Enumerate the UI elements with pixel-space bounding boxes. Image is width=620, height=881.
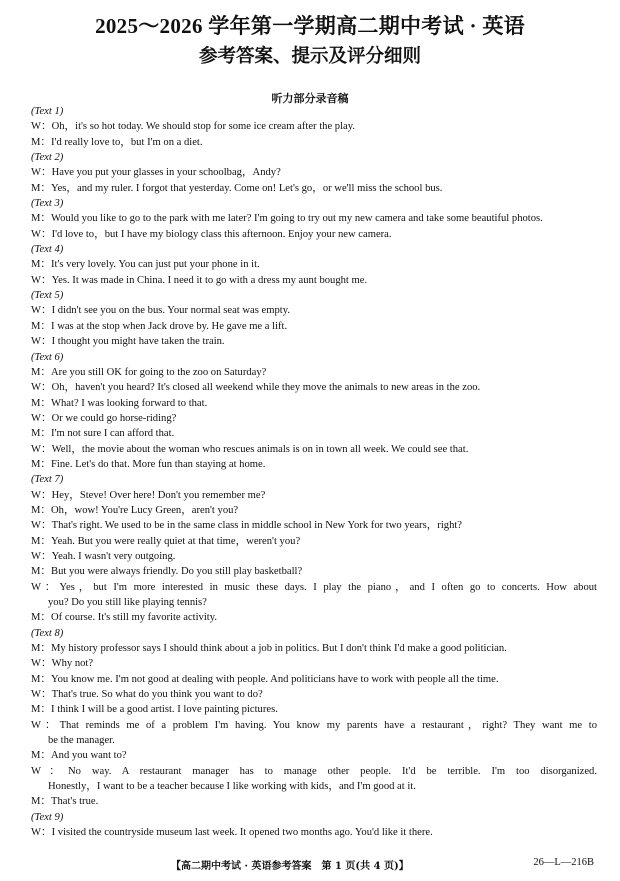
text-label: (Text 7) xyxy=(31,474,64,486)
dialogue-line: M：Are you still OK for going to the zoo on Saturday? xyxy=(31,366,267,378)
dialogue-line: M：But you were always friendly. Do you still play basketball? xyxy=(31,566,303,578)
dialogue-line: M：That's true. xyxy=(31,796,99,808)
dialogue-line: W：Oh，haven't you heard? It's closed all weekend while they move the animals to new areas in the zoo. xyxy=(31,382,481,394)
dialogue-line: M：I was at the stop when Jack drove by. He gave me a lift. xyxy=(31,320,288,332)
dialogue-line: M：Fine. Let's do that. More fun than staying at home. xyxy=(31,458,266,470)
dialogue-line: W：I didn't see you on the bus. Your normal seat was empty. xyxy=(31,305,290,317)
dialogue-line: W：Or we could go horse-riding? xyxy=(31,412,177,424)
dialogue-line: W：I visited the countryside museum last week. It opened two months ago. You'd like it there. xyxy=(31,827,433,839)
text-label: (Text 2) xyxy=(31,152,64,164)
dialogue-line: W：That's true. So what do you think you want to do? xyxy=(31,689,263,701)
dialogue-line: M：I'm not sure I can afford that. xyxy=(31,428,175,440)
footer-code: 26—L—216B xyxy=(533,857,594,868)
dialogue-line-continuation: you? Do you still like playing tennis? xyxy=(48,597,207,608)
text-label: (Text 5) xyxy=(31,290,64,302)
dialogue-line: M：Yeah. But you were really quiet at that time，weren't you? xyxy=(31,535,301,547)
dialogue-line: M：I'd really love to，but I'm on a diet. xyxy=(31,136,203,148)
text-label: (Text 3) xyxy=(31,198,64,210)
document-title: 2025～2026 学年第一学期高二期中考试 · 英语 xyxy=(95,14,525,38)
dialogue-line: W：Yes. It was made in China. I need it to go with a dress my aunt bought me. xyxy=(31,274,368,286)
dialogue-line: W：I'd love to，but I have my biology class this afternoon. Enjoy your new camera. xyxy=(31,228,392,240)
dialogue-line: M：Yes，and my ruler. I forgot that yesterday. Come on! Let's go，or we'll miss the school bus. xyxy=(31,182,443,194)
dialogue-line: W：That's right. We used to be in the same class in middle school in New York for two years，right? xyxy=(31,520,463,532)
section-heading: 听力部分录音稿 xyxy=(271,92,349,105)
dialogue-line: W：Have you put your glasses in your schoolbag，Andy? xyxy=(31,167,281,179)
document-subtitle: 参考答案、提示及评分细则 xyxy=(198,47,421,67)
dialogue-line: M：Oh，wow! You're Lucy Green，aren't you? xyxy=(31,504,239,516)
dialogue-line-continuation: Honestly，I want to be a teacher because I like working with kids，and I'm good at it. xyxy=(48,781,416,793)
text-label: (Text 1) xyxy=(31,106,64,117)
dialogue-line: M：You know me. I'm not good at dealing with people. And politicians have to work with people all the time. xyxy=(31,673,499,685)
text-label: (Text 4) xyxy=(31,244,64,256)
dialogue-line: W：Oh，it's so hot today. We should stop for some ice cream after the play. xyxy=(31,121,355,133)
footer-page-info: 【高二期中考试 · 英语参考答案 第 1 页(共 4 页)】 xyxy=(171,861,409,872)
dialogue-line: W：I thought you might have taken the train. xyxy=(31,336,225,348)
dialogue-line: W：Well，the movie about the woman who rescues animals is on in town all week. We could see that. xyxy=(31,443,469,455)
dialogue-line: M：It's very lovely. You can just put your phone in it. xyxy=(31,259,260,271)
text-label: (Text 9) xyxy=(31,811,64,823)
dialogue-line: M：Would you like to go to the park with me later? I'm going to try out my new camera and take some beautiful photos. xyxy=(31,213,543,225)
dialogue-line: W：Yeah. I wasn't very outgoing. xyxy=(31,550,176,562)
dialogue-line: M：My history professor says I should think about a job in politics. But I don't think I'd make a good politician. xyxy=(31,643,507,655)
text-label: (Text 8) xyxy=(31,627,64,639)
dialogue-line: W：Why not? xyxy=(31,658,94,670)
transcript-body xyxy=(31,104,597,841)
dialogue-line: W：That reminds me of a problem I'm having. You know my parents have a restaurant，right? They want me to xyxy=(31,719,597,731)
text-label: (Text 6) xyxy=(31,351,64,363)
dialogue-line: M：And you want to? xyxy=(31,750,127,762)
dialogue-line: M：I think I will be a good artist. I love painting pictures. xyxy=(31,704,278,716)
dialogue-line: W：No way. A restaurant manager has to manage other people. It'd be terrible. I'm too disorganized. xyxy=(31,765,597,777)
dialogue-line: W：Hey，Steve! Over here! Don't you remember me? xyxy=(31,489,266,501)
dialogue-line: M：Of course. It's still my favorite activity. xyxy=(31,612,217,624)
dialogue-line: W：Yes，but I'm more interested in music these days. I play the piano，and I often go to concerts. How about xyxy=(31,581,597,593)
dialogue-line-continuation: be the manager. xyxy=(48,735,115,747)
dialogue-line: M：What? I was looking forward to that. xyxy=(31,397,208,409)
